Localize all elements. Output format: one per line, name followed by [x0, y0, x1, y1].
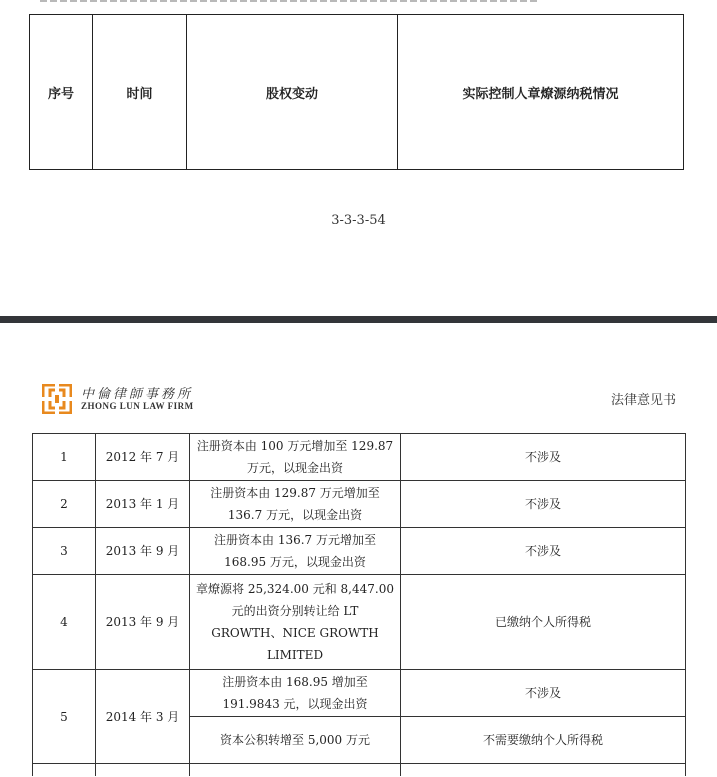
- row-time: 2012 年 7 月: [96, 434, 190, 481]
- row-equity-change: 章燎源将 25,324.00 元和 8,447.00 元的出资分别转让给 LT GROWTH、NICE GROWTH LIMITED: [190, 575, 401, 670]
- cut-off-text-line: [40, 0, 540, 2]
- current-page: [0, 323, 717, 777]
- header-table: [29, 14, 684, 170]
- cell-partial: [96, 764, 190, 777]
- cell-partial: [33, 764, 96, 777]
- row-tax-status: 已缴纳个人所得税: [401, 575, 686, 670]
- firm-name-english: ZHONG LUN LAW FIRM: [81, 401, 194, 411]
- row-index: 1: [33, 434, 96, 481]
- row-tax-status: 不涉及: [401, 481, 686, 528]
- row-time: 2014 年 3 月: [96, 670, 190, 764]
- row-equity-change: 资本公积转增至 5,000 万元: [190, 717, 401, 764]
- row-tax-status: 不涉及: [401, 670, 686, 717]
- row-tax-status: 不涉及: [401, 434, 686, 481]
- row-index: 3: [33, 528, 96, 575]
- table-row: [33, 434, 686, 481]
- cell-partial: [401, 764, 686, 777]
- row-equity-change: 注册资本由 100 万元增加至 129.87 万元，以现金出资: [190, 434, 401, 481]
- firm-name-chinese: 中倫律師事務所: [81, 387, 194, 402]
- header-row: [30, 15, 684, 170]
- row-index: 4: [33, 575, 96, 670]
- header-time: 时间: [93, 15, 187, 170]
- row-time: 2013 年 1 月: [96, 481, 190, 528]
- table-row: [33, 481, 686, 528]
- header-tax-status: 实际控制人章燎源纳税情况: [398, 15, 684, 170]
- row-equity-change: 注册资本由 168.95 增加至 191.9843 元，以现金出资: [190, 670, 401, 717]
- page-separator: [0, 316, 717, 323]
- cell-partial: [190, 764, 401, 777]
- row-tax-status: 不涉及: [401, 528, 686, 575]
- header-index: 序号: [30, 15, 93, 170]
- table-row: [33, 528, 686, 575]
- zhong-lun-logo-icon: [42, 384, 72, 414]
- row-index: 5: [33, 670, 96, 764]
- row-time: 2013 年 9 月: [96, 575, 190, 670]
- table-row-partial: [33, 764, 686, 777]
- row-equity-change: 注册资本由 129.87 万元增加至 136.7 万元，以现金出资: [190, 481, 401, 528]
- table-row: [33, 575, 686, 670]
- previous-page: [0, 0, 717, 316]
- row-tax-status: 不需要缴纳个人所得税: [401, 717, 686, 764]
- page-number: 3-3-3-54: [331, 213, 386, 228]
- header-equity-change: 股权变动: [187, 15, 398, 170]
- document-type: 法律意见书: [610, 393, 676, 408]
- row-equity-change: 注册资本由 136.7 万元增加至 168.95 万元，以现金出资: [190, 528, 401, 575]
- equity-change-table: [32, 433, 686, 776]
- row-index: 2: [33, 481, 96, 528]
- table-row: [33, 670, 686, 717]
- row-time: 2013 年 9 月: [96, 528, 190, 575]
